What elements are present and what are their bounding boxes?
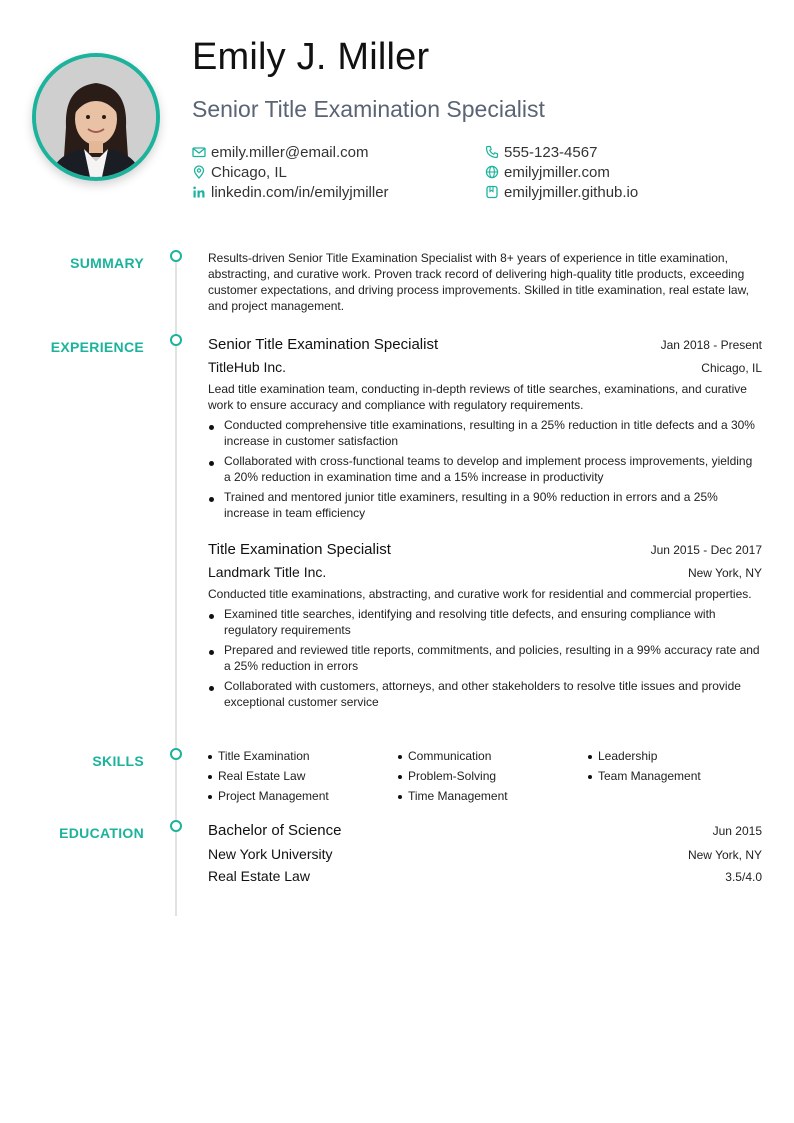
job-dates: Jun 2015 - Dec 2017	[650, 543, 762, 557]
education-entry	[208, 822, 762, 884]
experience-heading: EXPERIENCE	[50, 339, 144, 355]
education-timeline-dot	[170, 820, 182, 832]
skill-item: Communication	[398, 748, 588, 764]
skill-item: Team Management	[588, 768, 762, 784]
portfolio-icon	[485, 185, 499, 199]
candidate-name: Emily J. Miller	[192, 36, 430, 78]
experience-entry-1	[208, 336, 762, 525]
skill-item: Problem-Solving	[398, 768, 588, 784]
globe-icon	[485, 165, 499, 179]
gpa: 3.5/4.0	[725, 870, 762, 884]
linkedin-icon	[192, 185, 206, 199]
skill-item: Time Management	[398, 788, 588, 804]
job-description: Lead title examination team, conducting in-depth reviews of title searches, examinations, and curative work to ensure accuracy and compliance with regulatory requirements.	[208, 382, 747, 412]
skill-item: Project Management	[208, 788, 398, 804]
education-heading: EDUCATION	[59, 825, 144, 841]
field-of-study: Real Estate Law	[208, 868, 310, 884]
timeline-line	[175, 256, 177, 916]
list-item: Collaborated with customers, attorneys, and other stakeholders to resolve title issues and provide exceptional customer service	[208, 678, 762, 710]
website-text: emilyjmiller.com	[504, 163, 610, 181]
experience-entry-2	[208, 541, 762, 714]
avatar	[36, 57, 156, 177]
experience-timeline-dot	[170, 334, 182, 346]
contact-website[interactable]	[485, 162, 638, 182]
contact-location	[192, 162, 389, 182]
skills-timeline-dot	[170, 748, 182, 760]
skills-list	[208, 748, 762, 804]
phone-icon	[485, 145, 499, 159]
mail-icon	[192, 145, 206, 159]
list-item: Prepared and reviewed title reports, commitments, and policies, resulting in a 99% accuracy rate and a 25% reduction in errors	[208, 642, 762, 674]
list-item: Trained and mentored junior title examiners, resulting in a 90% reduction in errors and a 25% increase in team efficiency	[208, 489, 762, 521]
map-pin-icon	[192, 165, 206, 179]
job-location: Chicago, IL	[701, 361, 762, 375]
github-text: emilyjmiller.github.io	[504, 183, 639, 201]
job-description: Conducted title examinations, abstracting, and curative work for residential and commercial properties.	[208, 587, 752, 601]
summary-timeline-dot	[170, 250, 182, 262]
email-text: emily.miller@email.com	[211, 143, 369, 161]
job-title: Title Examination Specialist	[208, 541, 391, 558]
list-item: Collaborated with cross-functional teams to develop and implement process improvements, yielding a 20% reduction in examination time and a 15% increase in productivity	[208, 453, 762, 485]
job-achievements	[208, 606, 762, 710]
school-location: New York, NY	[687, 848, 762, 862]
job-location: New York, NY	[687, 566, 762, 580]
contact-phone[interactable]	[485, 142, 638, 162]
profile-photo	[36, 57, 156, 177]
candidate-title: Senior Title Examination Specialist	[192, 96, 545, 122]
contact-linkedin[interactable]	[192, 182, 389, 202]
list-item: Examined title searches, identifying and resolving title defects, and ensuring compliance with regulatory requirements	[208, 606, 762, 638]
list-item: Conducted comprehensive title examinations, resulting in a 25% reduction in title defects and a 30% increase in customer satisfaction	[208, 417, 762, 449]
contact-email[interactable]	[192, 142, 389, 162]
job-title: Senior Title Examination Specialist	[208, 336, 439, 353]
skill-item: Real Estate Law	[208, 768, 398, 784]
job-company: Landmark Title Inc.	[208, 564, 327, 580]
resume-header	[0, 0, 794, 220]
linkedin-text: linkedin.com/in/emilyjmiller	[211, 183, 389, 201]
job-dates: Jan 2018 - Present	[660, 338, 762, 352]
school: New York University	[208, 846, 333, 862]
skills-heading: SKILLS	[92, 753, 144, 769]
skill-item: Leadership	[588, 748, 762, 764]
degree: Bachelor of Science	[208, 822, 342, 839]
summary-heading: SUMMARY	[70, 255, 144, 271]
contact-left	[192, 142, 389, 202]
job-company: TitleHub Inc.	[208, 359, 287, 375]
skill-item: Title Examination	[208, 748, 398, 764]
contact-right	[485, 142, 638, 202]
profile-photo-ring	[32, 53, 160, 181]
summary-text: Results-driven Senior Title Examination Specialist with 8+ years of experience in title examination, abstracting, and curative work. Proven track record of delivering high-quality title products, exceeding customer expectations, and driving process improvements. Skilled in title examination, real estate law, and project management.	[208, 251, 749, 313]
job-achievements	[208, 417, 762, 521]
location-text: Chicago, IL	[211, 163, 287, 181]
phone-text: 555-123-4567	[504, 143, 598, 161]
graduation-date: Jun 2015	[712, 824, 762, 838]
contact-github[interactable]	[485, 182, 638, 202]
